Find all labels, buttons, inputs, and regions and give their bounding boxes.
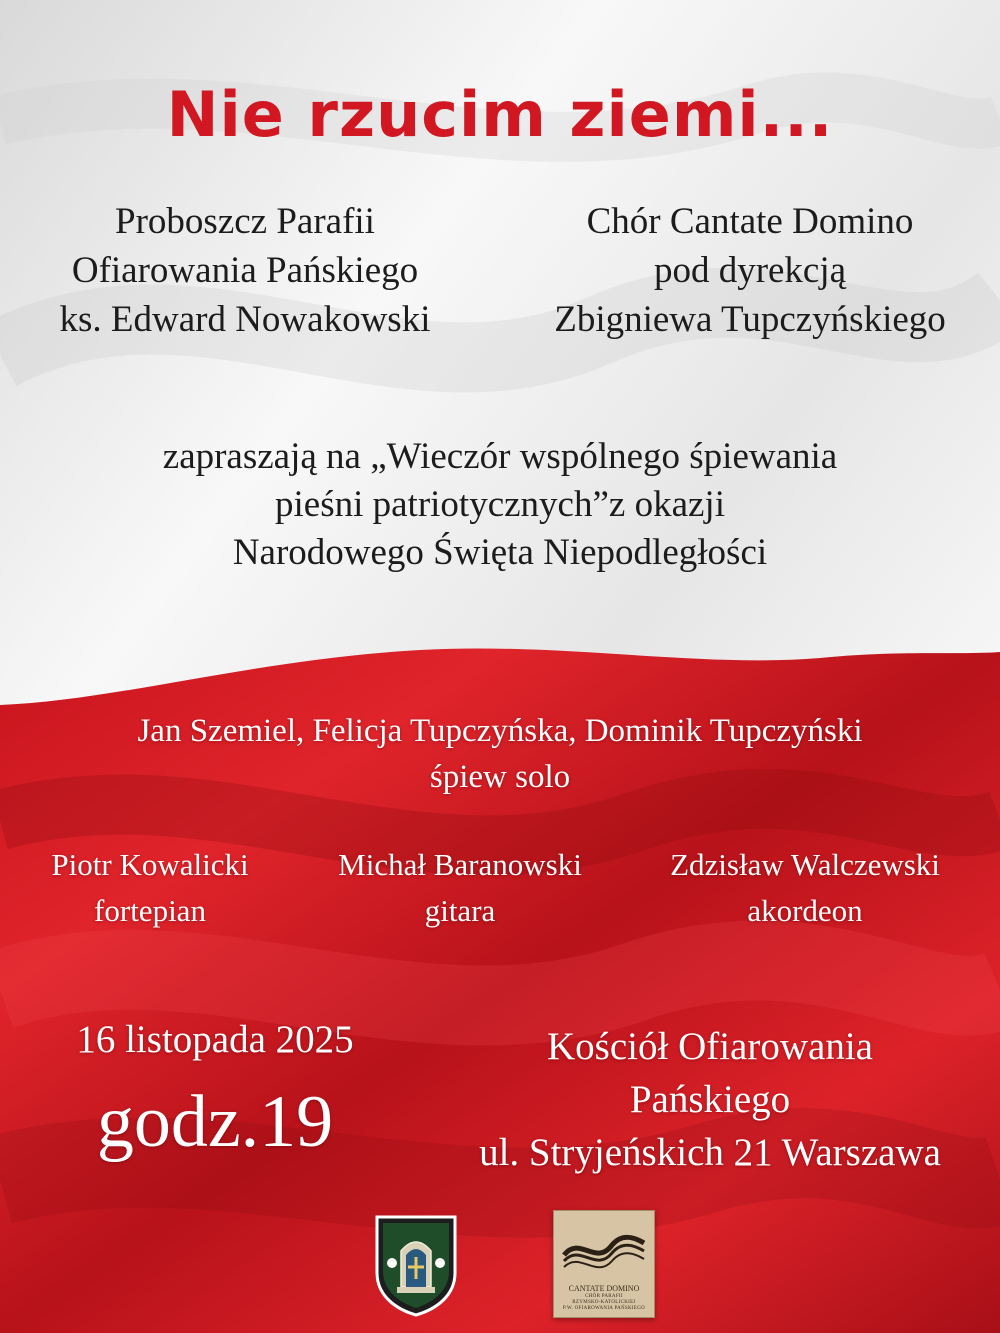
hosts-left-line: Proboszcz Parafii [115,201,375,242]
hosts-right-line: pod dyrekcją [653,250,847,291]
event-date: 16 listopada 2025 [76,1018,354,1061]
choir-logo-subtitle: CHÓR PARAFII RZYMSKO-KATOLICKIEJ P.W. OFIAROWANIA PAŃSKIEGO [562,1294,646,1311]
hosts-left-line: Ofiarowania Pańskiego [71,250,419,291]
hosts-choir-block [510,197,990,344]
musician-name: Zdzisław Walczewski [670,847,940,882]
musician-instrument: akordeon [747,893,863,928]
invitation-line: zapraszają na „Wieczór wspólnego śpiewania [162,436,838,477]
invitation-line: Narodowego Święta Niepodległości [232,532,768,573]
hosts-left-line: ks. Edward Nowakowski [59,299,431,340]
musician-instrument: gitara [424,893,496,928]
parish-crest-icon [373,1213,459,1317]
venue-line: Pańskiego [629,1078,791,1121]
choir-logo-name: CANTATE DOMINO [568,1284,640,1293]
musician-accordion [630,842,980,934]
hosts-right-line: Zbigniewa Tupczyńskiego [554,299,946,340]
musician-guitar [300,842,620,934]
soloists-role: śpiew solo [429,759,571,795]
choir-wave-icon [560,1221,648,1279]
musician-name: Piotr Kowalicki [51,847,249,882]
venue-line: Kościół Ofiarowania [547,1025,873,1068]
soloists-block [20,708,980,800]
event-venue [430,1020,990,1179]
event-time: godz.19 [96,1081,334,1163]
hosts-right-line: Chór Cantate Domino [586,201,914,242]
soloists-names: Jan Szemiel, Felicja Tupczyńska, Dominik Tupczyński [137,713,863,749]
hosts-parish-block [10,197,480,344]
invitation-text [60,433,940,577]
musician-name: Michał Baranowski [338,847,582,882]
musician-instrument: fortepian [94,893,206,928]
choir-logo [553,1210,655,1318]
musician-piano [10,842,290,934]
invitation-line: pieśni patriotycznych”z okazji [275,484,725,525]
poster-title: Nie rzucim ziemi... [166,78,834,151]
venue-line: ul. Stryjeńskich 21 Warszawa [479,1131,941,1174]
